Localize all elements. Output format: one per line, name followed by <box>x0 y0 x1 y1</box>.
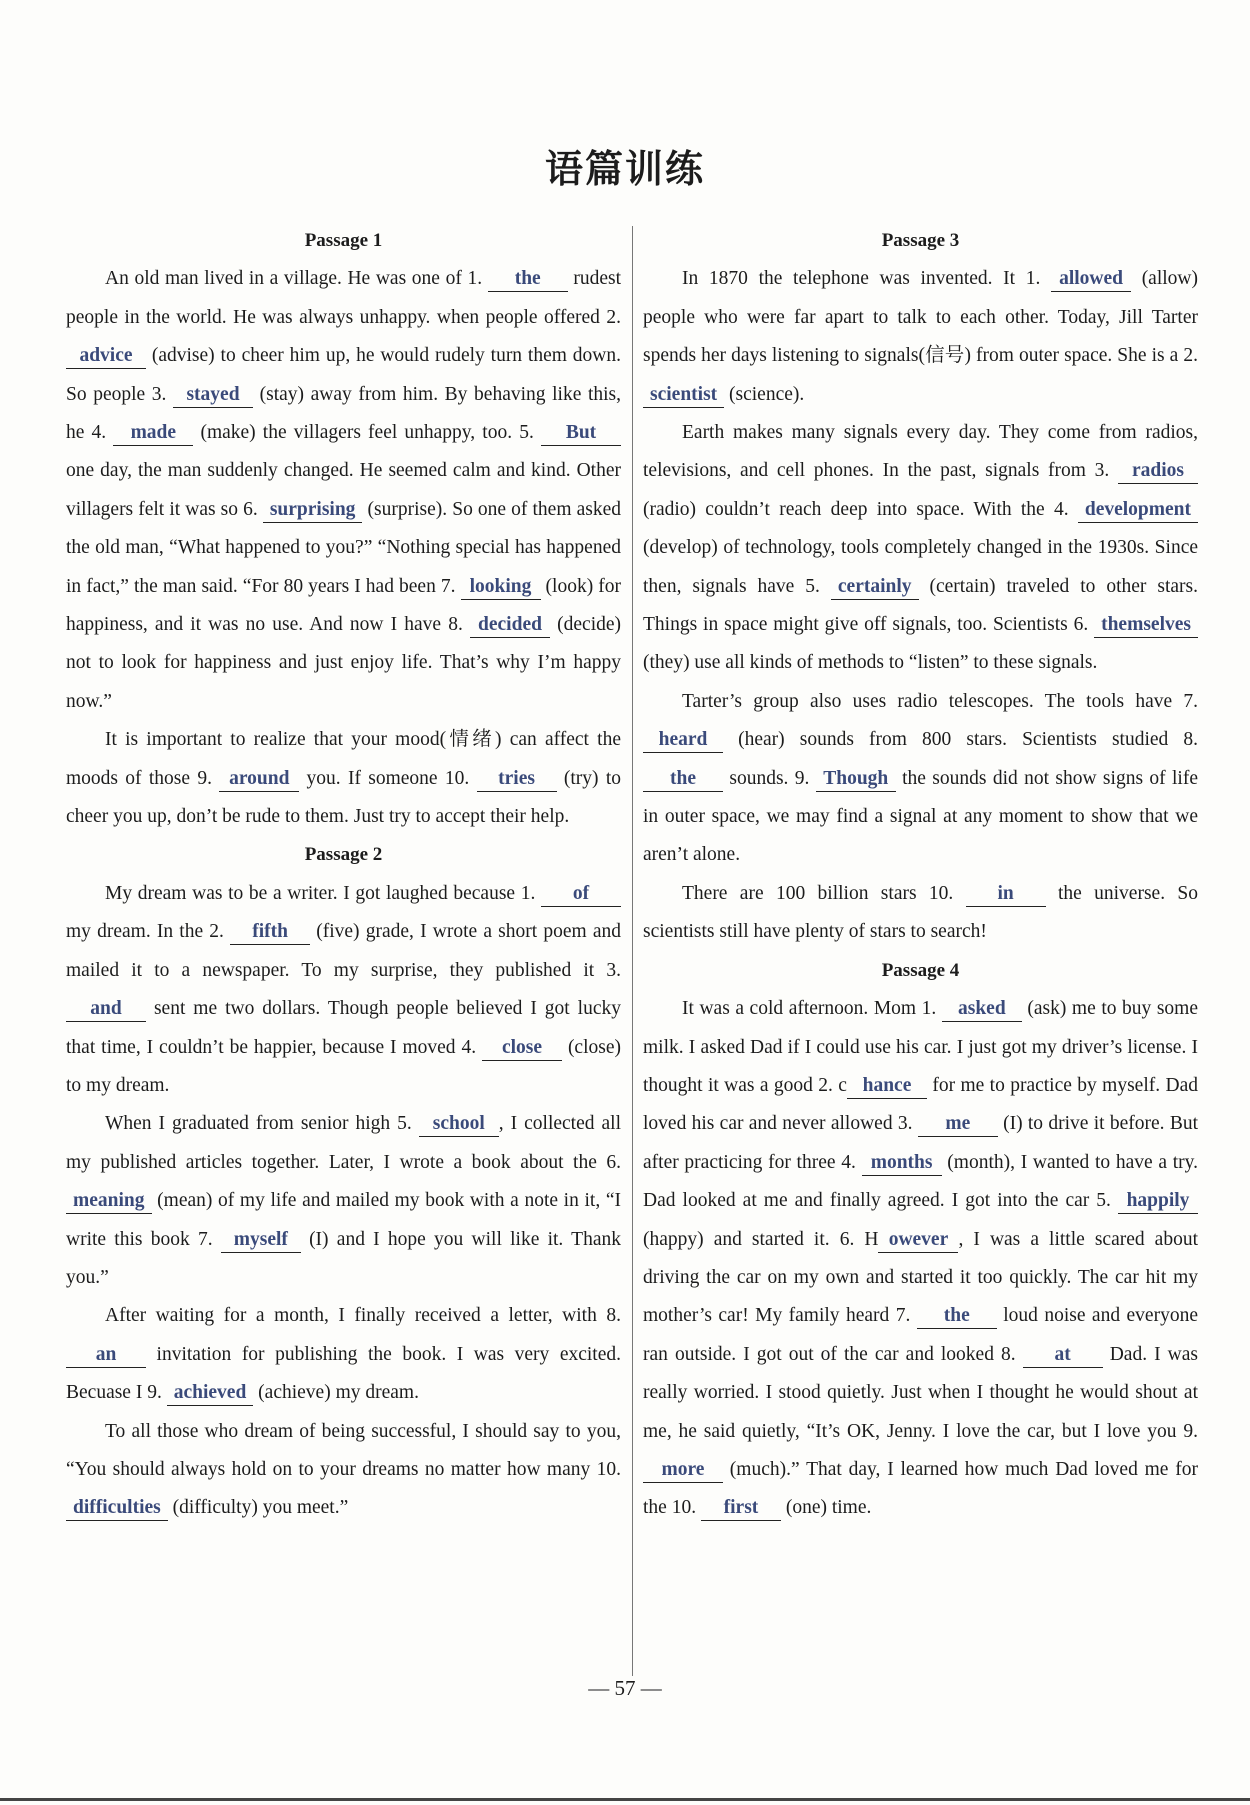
text-segment: , I was a little scared about driving the car on my own and started it too quickly. The car hit my mother’s car! My family heard 7. <box>643 1228 1198 1327</box>
answer-blank: fifth <box>230 920 310 945</box>
answer-blank: the <box>488 267 568 292</box>
text-segment: (allow) people who were far apart to talk to each other. Today, Jill Tarter spends her days listening to signals(信号) from outer space. She is a 2. <box>643 268 1199 367</box>
text-segment: (develop) of technology, tools completely changed in the 1930s. Since then, signals have 5. <box>643 537 1198 597</box>
passage-heading: Passage 3 <box>881 230 960 251</box>
paragraph <box>643 875 1198 952</box>
text-segment: (advise) to cheer him up, he would rudely turn them down. So people 3. <box>66 345 621 405</box>
answer-blank: happily <box>1118 1189 1198 1214</box>
text-segment: After waiting for a month, I finally received a letter, with 8. <box>105 1305 621 1327</box>
answer-blank: months <box>862 1151 942 1176</box>
text-segment: It is important to realize that your mood(情绪) can affect the moods of those 9. <box>66 729 621 789</box>
answer-blank: in <box>966 882 1046 907</box>
answer-blank: tries <box>477 767 557 792</box>
answer-blank: Though <box>816 767 896 792</box>
text-segment: To all those who dream of being successful, I should say to you, “You should always hold on to your dreams no matter how many 10. <box>66 1420 621 1480</box>
text-segment: (I) to drive it before. But after practicing for three 4. <box>643 1113 1198 1173</box>
passage-heading: Passage 2 <box>304 844 383 866</box>
answer-blank: and <box>66 997 146 1022</box>
text-segment: (close) to my dream. <box>66 1036 621 1096</box>
text-segment: (science). <box>724 383 805 405</box>
text-segment: (stay) away from him. By behaving like this, he 4. <box>66 383 622 444</box>
page-title: 语篇训练 <box>544 146 705 191</box>
text-segment: sounds. 9. <box>723 767 816 789</box>
answer-blank: more <box>643 1458 723 1483</box>
answer-blank: scientist <box>643 383 724 408</box>
text-segment: (mean) of my life and mailed my book with a note in it, “I write this book 7. <box>66 1190 621 1250</box>
answer-blank: stayed <box>173 383 253 408</box>
text-segment: loud noise and everyone ran outside. I got out of the car and looked 8. <box>643 1305 1198 1365</box>
answer-blank: heard <box>643 728 723 753</box>
text-segment: It was a cold afternoon. Mom 1. <box>682 998 942 1020</box>
left-column <box>66 222 621 1528</box>
answer-blank: asked <box>942 997 1022 1022</box>
text-segment: rudest people in the world. He was always unhappy. when people offered 2. <box>66 268 622 328</box>
text-segment: (one) time. <box>780 1497 872 1519</box>
answer-blank: at <box>1023 1343 1103 1368</box>
text-segment: When I graduated from senior high 5. <box>105 1113 419 1135</box>
text-segment: (they) use all kinds of methods to “listen” to these signals. <box>643 652 1098 674</box>
passage-heading: Passage 4 <box>881 959 960 981</box>
text-segment: one day, the man suddenly changed. He seemed calm and kind. Other villagers felt it was so 6. <box>66 460 621 520</box>
text-segment: (month), I wanted to have a try. Dad looked at me and finally agreed. I got into the car 5. <box>643 1151 1199 1212</box>
passage-heading: Passage 1 <box>304 230 383 251</box>
text-segment: (decide) not to look for happiness and just enjoy life. That’s why I’m happy now.” <box>66 614 622 712</box>
page-number: — 57 — <box>588 1676 662 1700</box>
passage-body <box>66 260 621 836</box>
answer-blank: surprising <box>263 498 363 523</box>
answer-blank: advice <box>66 344 146 369</box>
answer-blank: development <box>1078 498 1198 523</box>
paragraph <box>643 683 1198 875</box>
answer-blank: achieved <box>167 1381 254 1406</box>
column-divider <box>632 226 633 1676</box>
answer-blank: around <box>219 767 299 792</box>
paragraph <box>66 875 621 1105</box>
paragraph <box>643 414 1198 683</box>
paragraph <box>66 260 621 721</box>
passage-body <box>66 875 621 1528</box>
paragraph <box>643 260 1198 414</box>
answer-blank: meaning <box>66 1189 152 1214</box>
text-segment: you. If someone 10. <box>299 767 477 789</box>
text-segment: invitation for publishing the book. I was very excited. Becuase I 9. <box>66 1343 621 1404</box>
text-segment: Tarter’s group also uses radio telescopes. The tools have 7. <box>682 690 1198 712</box>
text-segment: (ask) me to buy some milk. I asked Dad if I could use his car. I just got my driver’s license. I thought it was a good 2. c <box>643 998 1199 1096</box>
text-segment: my dream. In the 2. <box>66 921 231 943</box>
text-segment: for me to practice by myself. Dad loved his car and never allowed 3. <box>643 1074 1198 1135</box>
answer-blank: looking <box>461 575 541 600</box>
paragraph <box>66 1105 621 1297</box>
paragraph <box>66 721 621 836</box>
passage-body <box>643 990 1198 1528</box>
answer-blank: first <box>701 1496 781 1521</box>
paragraph <box>66 1413 621 1528</box>
text-segment: (radio) couldn’t reach deep into space. With the 4. <box>643 498 1078 520</box>
text-segment: Dad. I was really worried. I stood quietly. Just when I thought he would shout at me, he said quietly, “It’s OK, Jenny. I love the car, but I love you 9. <box>643 1343 1198 1442</box>
text-segment: (difficulty) you meet.” <box>167 1497 349 1519</box>
answer-blank: an <box>66 1343 146 1368</box>
text-segment: (look) for happiness, and it was no use. And now I have 8. <box>66 575 621 636</box>
answer-blank: me <box>918 1112 998 1137</box>
text-segment: (hear) sounds from 800 stars. Scientists studied 8. <box>723 729 1198 751</box>
text-segment: (I) and I hope you will like it. Thank you.” <box>66 1228 621 1288</box>
text-segment: , I collected all my published articles together. Later, I wrote a book about the 6. <box>66 1113 621 1173</box>
text-segment: (much).” That day, I learned how much Dad loved me for the 10. <box>643 1458 1198 1519</box>
answer-blank: decided <box>470 613 550 638</box>
answer-blank: allowed <box>1051 267 1131 292</box>
text-segment: Earth makes many signals every day. They come from radios, televisions, and cell phones. In the past, signals from 3. <box>643 422 1198 482</box>
answer-blank: themselves <box>1094 613 1198 638</box>
text-segment: (surprise). So one of them asked the old man, “What happened to you?” “Nothing special has happened in fact,” the man said. “For 80 years I had been 7. <box>66 498 621 597</box>
text-segment: (happy) and started it. 6. H <box>643 1228 879 1250</box>
passage-3 <box>643 222 1198 952</box>
text-segment: sent me two dollars. Though people believed I got lucky that time, I couldn’t be happier, because I moved 4. <box>66 998 621 1058</box>
passage-2 <box>66 836 621 1527</box>
answer-blank: close <box>482 1036 562 1061</box>
answer-blank: owever <box>878 1228 958 1253</box>
answer-blank: radios <box>1118 459 1198 484</box>
answer-blank: school <box>419 1112 499 1137</box>
answer-blank: the <box>917 1304 997 1329</box>
answer-blank: of <box>541 882 621 907</box>
paragraph <box>66 1297 621 1412</box>
answer-blank: But <box>541 421 621 446</box>
text-segment: (achieve) my dream. <box>253 1382 419 1404</box>
paragraph <box>643 990 1198 1528</box>
text-segment: There are 100 billion stars 10. <box>682 882 966 904</box>
right-column <box>643 222 1198 1528</box>
answer-blank: certainly <box>831 575 919 600</box>
text-segment: (make) the villagers feel unhappy, too. 5. <box>193 422 541 444</box>
passage-1 <box>66 222 621 836</box>
answer-blank: myself <box>221 1228 301 1253</box>
answer-blank: the <box>643 767 723 792</box>
text-segment: (five) grade, I wrote a short poem and mailed it to a newspaper. To my surprise, they published it 3. <box>66 921 621 981</box>
text-segment: (try) to cheer you up, don’t be rude to them. Just try to accept their help. <box>66 767 621 828</box>
text-segment: the sounds did not show signs of life in outer space, we may find a signal at any moment to show that we aren’t alone. <box>643 767 1198 866</box>
text-segment: the universe. So scientists still have plenty of stars to search! <box>643 882 1199 943</box>
text-segment: (certain) traveled to other stars. Things in space might give off signals, too. Scientists 6. <box>643 575 1198 636</box>
text-segment: An old man lived in a village. He was one of 1. <box>105 268 488 290</box>
answer-blank: made <box>113 421 193 446</box>
passage-4 <box>643 952 1198 1528</box>
text-segment: In 1870 the telephone was invented. It 1. <box>682 268 1052 290</box>
text-segment: My dream was to be a writer. I got laughed because 1. <box>105 882 541 904</box>
bottom-rule <box>0 1798 1250 1801</box>
answer-blank: difficulties <box>66 1496 168 1521</box>
passage-body <box>643 260 1198 951</box>
answer-blank: hance <box>847 1074 927 1099</box>
